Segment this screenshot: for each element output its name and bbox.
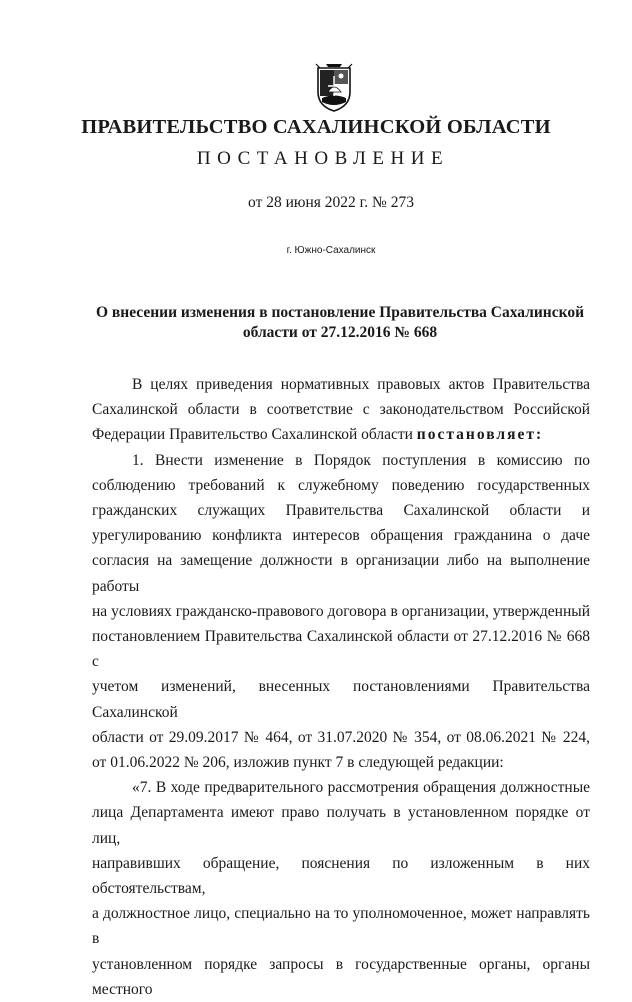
item-1-paragraph (92, 448, 590, 776)
organization-title: ПРАВИТЕЛЬСТВО САХАЛИНСКОЙ ОБЛАСТИ (81, 116, 551, 138)
text-line: от 01.06.2022 № 206, изложив пункт 7 в следующей редакции: (92, 754, 504, 772)
text-line: на условиях гражданско-правового договора в организации, утвержденный (92, 602, 590, 620)
document-subject: О внесении изменения в постановление Правительства Сахалинской области от 27.12.2016 № 668 (95, 304, 585, 341)
text-line: «7. В ходе предварительного рассмотрения обращения должностные (132, 779, 590, 797)
text-line: урегулированию конфликта интересов обращения гражданина о даче (92, 527, 590, 545)
text-line: согласия на замещение должности в организации либо на выполнение работы (92, 552, 590, 595)
intro-paragraph (92, 372, 590, 448)
text-line: гражданских служащих Правительства Сахалинской области и (92, 502, 590, 520)
quoted-item-7-paragraph (92, 775, 590, 1002)
text-line-content: Федерации Правительство Сахалинской области (92, 426, 417, 444)
text-line: постановлением Правительства Сахалинской области от 27.12.2016 № 668 с (92, 628, 590, 671)
text-line: учетом изменений, внесенных постановлениями Правительства Сахалинской (92, 678, 590, 721)
text-line: области от 29.09.2017 № 464, от 31.07.2020 № 354, от 08.06.2021 № 224, (92, 728, 590, 746)
text-line: направивших обращение, пояснения по изложенным в них обстоятельствам, (92, 854, 590, 898)
document-body (92, 372, 590, 1002)
text-line: соблюдению требований к служебному поведению государственных (92, 476, 590, 494)
resolution-keyword: постановляет: (416, 426, 544, 444)
text-line: 1. Внести изменение в Порядок поступления в комиссию по (132, 451, 590, 469)
document-kind-title: ПОСТАНОВЛЕНИЕ (196, 148, 450, 169)
text-line: установленном порядке запросы в государственные органы, органы местного (92, 955, 590, 998)
document-date-number: от 28 июня 2022 г. № 273 (248, 194, 414, 211)
sakhalin-coat-of-arms-emblem (314, 62, 354, 112)
text-line (92, 422, 590, 447)
text-line: В целях приведения нормативных правовых актов Правительства (132, 376, 590, 393)
text-line: а должностное лицо, специально на то уполномоченное, может направлять в (92, 905, 590, 948)
document-city: г. Южно-Сахалинск (286, 245, 376, 256)
text-line: Сахалинской области в соответствие с законодательством Российской (92, 401, 590, 419)
text-line: лица Департамента имеют право получать в установленном порядке от лиц, (92, 804, 590, 847)
